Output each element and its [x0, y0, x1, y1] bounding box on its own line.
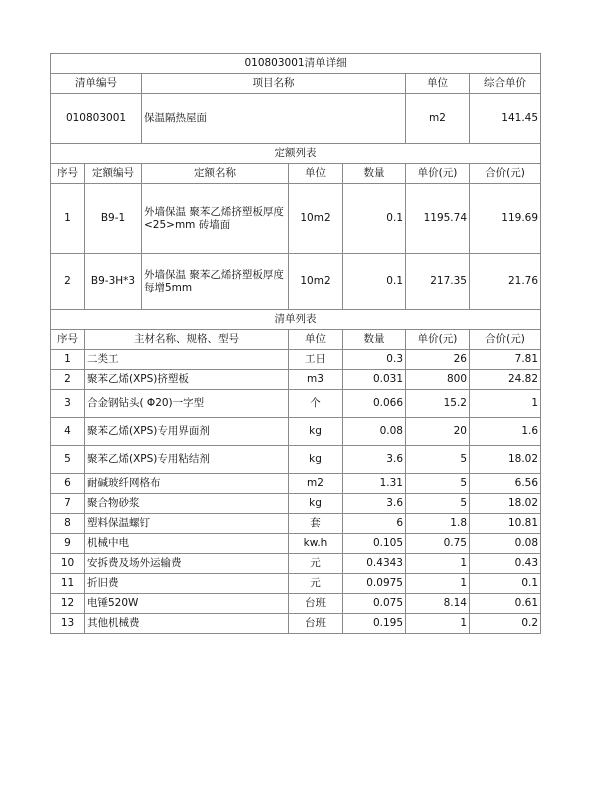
material-unit: 台班 [289, 594, 343, 614]
material-row [51, 446, 541, 474]
header-item-name: 项目名称 [142, 74, 406, 94]
material-unit: 元 [289, 574, 343, 594]
material-no: 7 [51, 494, 85, 514]
material-total: 18.02 [470, 494, 541, 514]
material-header-row [51, 330, 541, 350]
bill-unit: m2 [406, 94, 470, 144]
material-row [51, 534, 541, 554]
material-row [51, 594, 541, 614]
quota-unit: 10m2 [289, 254, 343, 310]
material-qty: 0.08 [343, 418, 406, 446]
material-name: 塑料保温螺钉 [85, 514, 289, 534]
material-total: 18.02 [470, 446, 541, 474]
material-row [51, 574, 541, 594]
material-no: 5 [51, 446, 85, 474]
material-total: 0.43 [470, 554, 541, 574]
material-name: 安拆费及场外运输费 [85, 554, 289, 574]
material-row [51, 390, 541, 418]
quota-unit: 10m2 [289, 184, 343, 254]
quota-code: B9-1 [85, 184, 142, 254]
material-qty: 6 [343, 514, 406, 534]
bill-row [51, 94, 541, 144]
material-row [51, 474, 541, 494]
header-unit: 单位 [406, 74, 470, 94]
material-unit: 个 [289, 390, 343, 418]
material-price: 15.2 [406, 390, 470, 418]
material-total: 0.2 [470, 614, 541, 634]
material-unit: 台班 [289, 614, 343, 634]
material-price: 8.14 [406, 594, 470, 614]
material-row [51, 514, 541, 534]
material-no: 6 [51, 474, 85, 494]
material-name: 耐碱玻纤网格布 [85, 474, 289, 494]
material-header-total: 合价(元) [470, 330, 541, 350]
quota-name: 外墙保温 聚苯乙烯挤塑板厚度<25>mm 砖墙面 [142, 184, 289, 254]
material-price: 26 [406, 350, 470, 370]
bill-code: 010803001 [51, 94, 142, 144]
material-qty: 0.075 [343, 594, 406, 614]
quota-header-name: 定额名称 [142, 164, 289, 184]
material-section-title: 清单列表 [51, 310, 541, 330]
material-unit: 工日 [289, 350, 343, 370]
material-row [51, 350, 541, 370]
quota-header-total: 合价(元) [470, 164, 541, 184]
material-price: 1 [406, 574, 470, 594]
material-total: 7.81 [470, 350, 541, 370]
material-header-unit: 单位 [289, 330, 343, 350]
material-header-no: 序号 [51, 330, 85, 350]
material-name: 折旧费 [85, 574, 289, 594]
material-no: 13 [51, 614, 85, 634]
material-price: 1 [406, 614, 470, 634]
bill-detail-table [50, 53, 541, 634]
material-qty: 1.31 [343, 474, 406, 494]
material-no: 2 [51, 370, 85, 390]
material-total: 1.6 [470, 418, 541, 446]
material-name: 聚合物砂浆 [85, 494, 289, 514]
header-unit-price: 综合单价 [470, 74, 541, 94]
material-no: 9 [51, 534, 85, 554]
bill-price: 141.45 [470, 94, 541, 144]
material-name: 机械中电 [85, 534, 289, 554]
material-qty: 3.6 [343, 494, 406, 514]
material-no: 4 [51, 418, 85, 446]
quota-header-row [51, 164, 541, 184]
material-price: 800 [406, 370, 470, 390]
quota-qty: 0.1 [343, 254, 406, 310]
material-name: 聚苯乙烯(XPS)专用粘结剂 [85, 446, 289, 474]
material-name: 聚苯乙烯(XPS)挤塑板 [85, 370, 289, 390]
material-row [51, 614, 541, 634]
material-no: 1 [51, 350, 85, 370]
table-title: 010803001清单详细 [51, 54, 541, 74]
material-price: 5 [406, 446, 470, 474]
material-no: 3 [51, 390, 85, 418]
quota-header-price: 单价(元) [406, 164, 470, 184]
quota-name: 外墙保温 聚苯乙烯挤塑板厚度每增5mm [142, 254, 289, 310]
material-total: 0.61 [470, 594, 541, 614]
quota-price: 217.35 [406, 254, 470, 310]
material-total: 0.1 [470, 574, 541, 594]
quota-header-unit: 单位 [289, 164, 343, 184]
quota-header-qty: 数量 [343, 164, 406, 184]
material-no: 8 [51, 514, 85, 534]
material-unit: kw.h [289, 534, 343, 554]
material-total: 24.82 [470, 370, 541, 390]
bill-header-row [51, 74, 541, 94]
bill-name: 保温隔热屋面 [142, 94, 406, 144]
material-unit: kg [289, 446, 343, 474]
quota-header-code: 定额编号 [85, 164, 142, 184]
material-header-qty: 数量 [343, 330, 406, 350]
material-name: 电锤520W [85, 594, 289, 614]
quota-total: 119.69 [470, 184, 541, 254]
material-qty: 0.031 [343, 370, 406, 390]
quota-price: 1195.74 [406, 184, 470, 254]
quota-total: 21.76 [470, 254, 541, 310]
quota-row [51, 184, 541, 254]
material-price: 5 [406, 494, 470, 514]
quota-no: 1 [51, 184, 85, 254]
material-row [51, 370, 541, 390]
material-row [51, 418, 541, 446]
header-bill-code: 清单编号 [51, 74, 142, 94]
material-unit: m3 [289, 370, 343, 390]
material-total: 6.56 [470, 474, 541, 494]
material-total: 0.08 [470, 534, 541, 554]
material-qty: 0.195 [343, 614, 406, 634]
material-qty: 0.4343 [343, 554, 406, 574]
material-unit: 套 [289, 514, 343, 534]
material-price: 1 [406, 554, 470, 574]
material-qty: 0.0975 [343, 574, 406, 594]
quota-no: 2 [51, 254, 85, 310]
quota-header-no: 序号 [51, 164, 85, 184]
quota-qty: 0.1 [343, 184, 406, 254]
title-row [51, 54, 541, 74]
material-total: 10.81 [470, 514, 541, 534]
material-price: 20 [406, 418, 470, 446]
material-qty: 0.105 [343, 534, 406, 554]
material-name: 二类工 [85, 350, 289, 370]
material-price: 5 [406, 474, 470, 494]
material-unit: kg [289, 494, 343, 514]
material-name: 聚苯乙烯(XPS)专用界面剂 [85, 418, 289, 446]
material-header-name: 主材名称、规格、型号 [85, 330, 289, 350]
material-total: 1 [470, 390, 541, 418]
material-row [51, 554, 541, 574]
material-qty: 0.066 [343, 390, 406, 418]
quota-row [51, 254, 541, 310]
material-unit: m2 [289, 474, 343, 494]
material-qty: 0.3 [343, 350, 406, 370]
material-name: 合金钢钻头( Φ20)一字型 [85, 390, 289, 418]
material-section-row [51, 310, 541, 330]
material-unit: 元 [289, 554, 343, 574]
material-no: 11 [51, 574, 85, 594]
material-header-price: 单价(元) [406, 330, 470, 350]
quota-section-row [51, 144, 541, 164]
material-name: 其他机械费 [85, 614, 289, 634]
quota-code: B9-3H*3 [85, 254, 142, 310]
material-qty: 3.6 [343, 446, 406, 474]
material-unit: kg [289, 418, 343, 446]
quota-section-title: 定额列表 [51, 144, 541, 164]
material-no: 10 [51, 554, 85, 574]
material-no: 12 [51, 594, 85, 614]
material-price: 1.8 [406, 514, 470, 534]
material-price: 0.75 [406, 534, 470, 554]
material-row [51, 494, 541, 514]
